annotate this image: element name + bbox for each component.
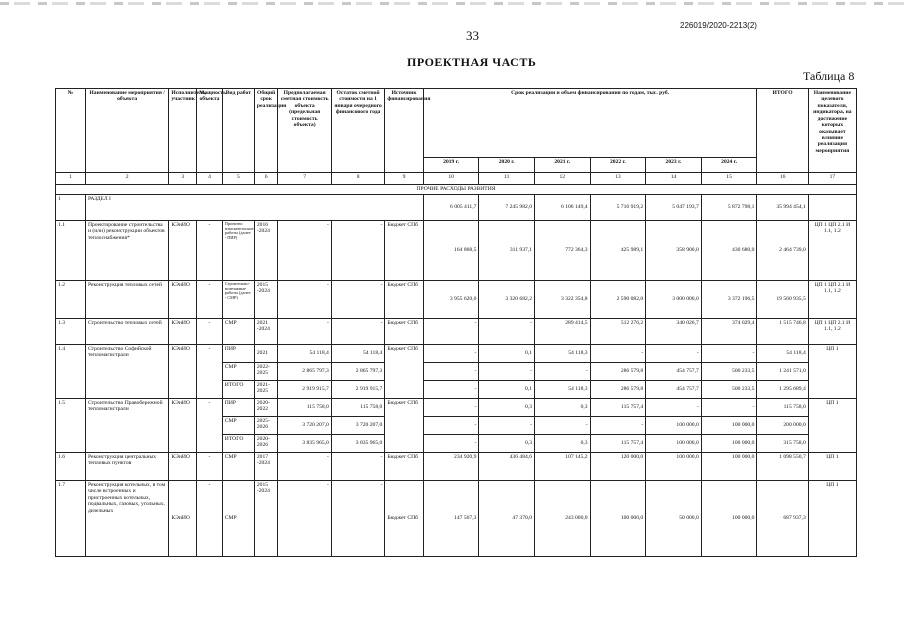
row-value: 286 579,8 [590, 381, 646, 399]
row-estimated: 3 720 207,0 [278, 417, 331, 435]
band-row [56, 185, 857, 195]
row-indicator: ЦП 1 [808, 481, 856, 557]
row-total: 200 000,0 [757, 417, 808, 435]
col-header-source: Источник финансирования [385, 89, 423, 173]
row-executor: КЭиИО [169, 221, 197, 281]
row-value: 512 276,2 [590, 319, 646, 345]
row-value: - [646, 399, 702, 417]
row-value: 0,3 [479, 399, 535, 417]
row-name: Проектирование строительства и (или) реконструкции объектов теплоснабжения* [85, 221, 168, 281]
row-source: Бюджет СПб [385, 221, 423, 281]
row-no: 1.2 [56, 281, 86, 319]
row-term: 2021-2025 [254, 381, 278, 399]
col-header-indicator: Наименование целевого показателя, индикатора, на достижение которых оказывает влияние реализация мероприятия [808, 89, 856, 173]
section-row [56, 195, 857, 221]
column-number: 16 [757, 173, 808, 185]
row-value: 164 868,5 [423, 221, 479, 281]
row-value: 0,3 [479, 435, 535, 453]
table-row [56, 345, 857, 363]
section-name: РАЗДЕЛ I [85, 195, 423, 221]
col-header-year: 2020 г. [479, 158, 535, 173]
row-indicator: ЦП 1 [808, 345, 856, 399]
row-estimated: - [278, 281, 331, 319]
row-total: 315 758,0 [757, 435, 808, 453]
col-header-no: № [56, 89, 86, 173]
row-estimated: - [278, 319, 331, 345]
row-value: - [479, 417, 535, 435]
row-value: 436 484,6 [479, 453, 535, 481]
col-header-remaining-cost: Остаток сметной стоимости на 1 января очередного финансового года [331, 89, 384, 173]
row-no: 1.1 [56, 221, 86, 281]
row-value: 100 000,0 [701, 435, 757, 453]
row-value: 500 233,5 [701, 363, 757, 381]
financing-table [55, 88, 857, 557]
row-total: 1 295 689,4 [757, 381, 808, 399]
row-estimated: - [278, 481, 331, 557]
col-header-year: 2019 г. [423, 158, 479, 173]
row-value: - [423, 319, 479, 345]
table-row [56, 453, 857, 481]
row-indicator: ЦП 1 ЦП 2.1 И 1.1, 1.2 [808, 221, 856, 281]
col-header-name: Наименование мероприятия / объекта [85, 89, 168, 173]
row-capacity: - [197, 399, 223, 453]
row-no: 1.5 [56, 399, 86, 453]
row-work-type: ПИР [222, 345, 254, 363]
row-term: 2020-2026 [254, 435, 278, 453]
column-number: 10 [423, 173, 479, 185]
row-value: - [701, 345, 757, 363]
section-value: 5 047 193,7 [646, 195, 702, 221]
scan-artifact-line [0, 2, 905, 5]
row-remaining: - [331, 453, 384, 481]
row-capacity: - [197, 281, 223, 319]
row-value: 100 000,0 [646, 435, 702, 453]
column-number: 12 [535, 173, 591, 185]
row-work-type: Проектно изыскательские работы (далее - ПИР) [222, 221, 254, 281]
column-number: 3 [169, 173, 197, 185]
row-value: - [590, 345, 646, 363]
col-header-executor: Исполнитель, участник [169, 89, 197, 173]
row-value: - [423, 363, 479, 381]
col-header-year: 2024 г. [701, 158, 757, 173]
row-total: 1 098 550,7 [757, 453, 808, 481]
column-number: 7 [278, 173, 331, 185]
row-value: 100 000,0 [646, 417, 702, 435]
row-value: 454 757,7 [646, 381, 702, 399]
column-number: 2 [85, 173, 168, 185]
row-value: 100 000,0 [701, 453, 757, 481]
row-no: 1.4 [56, 345, 86, 399]
row-value: - [535, 363, 591, 381]
column-number: 15 [701, 173, 757, 185]
row-total: 687 937,3 [757, 481, 808, 557]
row-work-type: СМР [222, 417, 254, 435]
row-value: - [701, 399, 757, 417]
row-capacity: - [197, 319, 223, 345]
row-source: Бюджет СПб [385, 453, 423, 481]
row-estimated: 2 865 797,3 [278, 363, 331, 381]
row-value: 54 118,3 [535, 345, 591, 363]
row-total: 115 758,0 [757, 399, 808, 417]
row-total: 1 515 746,8 [757, 319, 808, 345]
row-remaining: - [331, 319, 384, 345]
row-value: 115 757,4 [590, 399, 646, 417]
col-header-year: 2023 г. [646, 158, 702, 173]
col-header-period: Срок реализации и объем финансирования по годам, тыс. руб. [423, 89, 757, 158]
row-value: 147 567,3 [423, 481, 479, 557]
row-no: 1.3 [56, 319, 86, 345]
row-remaining: 115 758,0 [331, 399, 384, 417]
row-value: - [479, 319, 535, 345]
row-remaining: 54 118,4 [331, 345, 384, 363]
row-term: 2016 -2024 [254, 221, 278, 281]
section-value: 6 005 411,7 [423, 195, 479, 221]
column-numbers-row [56, 173, 857, 185]
row-source: Бюджет СПб [385, 481, 423, 557]
row-work-type: Строительно-монтажные работы (далее - СМР) [222, 281, 254, 319]
row-name: Строительство тепловых сетей [85, 319, 168, 345]
row-value: 3 000 000,0 [646, 281, 702, 319]
row-executor: КЭиИО [169, 481, 197, 557]
row-executor: КЭиИО [169, 399, 197, 453]
row-estimated: 54 118,4 [278, 345, 331, 363]
row-total: 2 464 739,0 [757, 221, 808, 281]
row-value: 115 757,4 [590, 435, 646, 453]
row-indicator: ЦП 1 ЦП 2.1 И 1.1, 1.2 [808, 319, 856, 345]
row-value: 430 680,0 [701, 221, 757, 281]
row-value: 100 000,0 [701, 481, 757, 557]
section-indicator [808, 195, 856, 221]
row-value: 3 320 682,2 [479, 281, 535, 319]
row-value: 54 118,3 [535, 381, 591, 399]
col-header-term: Общий срок реализации [254, 89, 278, 173]
row-value: 289 414,5 [535, 319, 591, 345]
column-number: 8 [331, 173, 384, 185]
row-indicator: ЦП 1 ЦП 2.1 И 1.1, 1.2 [808, 281, 856, 319]
row-value: - [479, 363, 535, 381]
row-no: 1.7 [56, 481, 86, 557]
row-value: - [590, 417, 646, 435]
table-row [56, 399, 857, 417]
row-value: 374 029,4 [701, 319, 757, 345]
row-value: 234 920,9 [423, 453, 479, 481]
table-row [56, 281, 857, 319]
row-estimated: 2 919 915,7 [278, 381, 331, 399]
row-value: 311 937,1 [479, 221, 535, 281]
column-number: 13 [590, 173, 646, 185]
row-value: - [423, 345, 479, 363]
col-header-year: 2022 г. [590, 158, 646, 173]
row-value: 0,3 [535, 435, 591, 453]
row-value: 3 955 620,0 [423, 281, 479, 319]
section-value: 5 716 919,2 [590, 195, 646, 221]
row-term: 2015 -2024 [254, 281, 278, 319]
row-total: 54 118,4 [757, 345, 808, 363]
row-name: Строительство Софийской тепломагистрали [85, 345, 168, 399]
row-value: 772 364,3 [535, 221, 591, 281]
row-value: 100 000,0 [701, 417, 757, 435]
row-term: 2021 [254, 345, 278, 363]
page-number: 33 [466, 28, 479, 43]
row-value: 2 590 082,0 [590, 281, 646, 319]
row-term: 2020-2022 [254, 399, 278, 417]
row-capacity: - [197, 453, 223, 481]
header-row [56, 89, 857, 158]
row-estimated: 3 835 965,0 [278, 435, 331, 453]
row-capacity: - [197, 221, 223, 281]
section-value: 5 872 798,1 [701, 195, 757, 221]
row-indicator: ЦП 1 [808, 399, 856, 453]
row-estimated: - [278, 221, 331, 281]
row-work-type: ИТОГО [222, 381, 254, 399]
row-remaining: 2 865 797,3 [331, 363, 384, 381]
column-number: 5 [222, 173, 254, 185]
column-number: 17 [808, 173, 856, 185]
row-name: Строительство Правобережной тепломагистрали [85, 399, 168, 453]
page-title: ПРОЕКТНАЯ ЧАСТЬ [407, 55, 537, 69]
row-term: 2017 -2024 [254, 453, 278, 481]
row-value: 0,1 [479, 381, 535, 399]
column-number: 14 [646, 173, 702, 185]
row-source: Бюджет СПб [385, 319, 423, 345]
row-estimated: - [278, 453, 331, 481]
row-value: - [423, 435, 479, 453]
row-value: 340 026,7 [646, 319, 702, 345]
row-value: 47 370,0 [479, 481, 535, 557]
band-title: ПРОЧИЕ РАСХОДЫ РАЗВИТИЯ [56, 185, 857, 195]
section-value: 6 106 149,4 [535, 195, 591, 221]
column-number: 6 [254, 173, 278, 185]
row-value: 50 000,0 [646, 481, 702, 557]
table-row [56, 481, 857, 557]
row-value: 500 233,5 [701, 381, 757, 399]
row-work-type: СМР [222, 453, 254, 481]
row-remaining: 3 835 965,0 [331, 435, 384, 453]
row-value: 0,3 [535, 399, 591, 417]
col-header-total: ИТОГО [757, 89, 808, 173]
table-row [56, 319, 857, 345]
row-term: 2025-2026 [254, 417, 278, 435]
section-value: 7 245 982,0 [479, 195, 535, 221]
row-remaining: - [331, 281, 384, 319]
row-remaining: 3 720 207,0 [331, 417, 384, 435]
row-source: Бюджет СПб [385, 345, 423, 399]
row-value: 286 579,8 [590, 363, 646, 381]
row-term: 2022-2025 [254, 363, 278, 381]
row-capacity: - [197, 345, 223, 399]
col-header-capacity: Мощность объекта [197, 89, 223, 173]
row-remaining: - [331, 481, 384, 557]
row-value: 3 322 354,8 [535, 281, 591, 319]
section-no: 1 [56, 195, 86, 221]
row-total: 19 560 935,5 [757, 281, 808, 319]
row-name: Реконструкция тепловых сетей [85, 281, 168, 319]
row-value: - [423, 381, 479, 399]
row-work-type: СМР [222, 363, 254, 381]
row-indicator: ЦП 1 [808, 453, 856, 481]
row-term: 2021 -2024 [254, 319, 278, 345]
row-value: 0,1 [479, 345, 535, 363]
row-name: Реконструкция котельных, в том числе встроенных и пристроенных котельных, подвальных, газовых, угольных, дизельных [85, 481, 168, 557]
row-value: - [535, 417, 591, 435]
row-value: 243 000,0 [535, 481, 591, 557]
column-number: 9 [385, 173, 423, 185]
col-header-work-type: Вид работ [222, 89, 254, 173]
row-value: 358 900,0 [646, 221, 702, 281]
row-remaining: 2 919 915,7 [331, 381, 384, 399]
row-value: 107 145,2 [535, 453, 591, 481]
row-executor: КЭиИО [169, 345, 197, 399]
row-no: 1.6 [56, 453, 86, 481]
row-executor: КЭиИО [169, 281, 197, 319]
row-work-type: ПИР [222, 399, 254, 417]
row-term: 2015 -2024 [254, 481, 278, 557]
row-work-type: СМР [222, 481, 254, 557]
document-code: 226019/2020-2213(2) [680, 21, 757, 30]
row-estimated: 115 758,0 [278, 399, 331, 417]
row-value: 100 000,0 [646, 453, 702, 481]
section-total: 35 994 454,1 [757, 195, 808, 221]
column-number: 1 [56, 173, 86, 185]
column-number: 4 [197, 173, 223, 185]
row-value: - [646, 345, 702, 363]
row-value: 100 000,0 [590, 481, 646, 557]
row-value: 425 989,1 [590, 221, 646, 281]
column-number: 11 [479, 173, 535, 185]
row-value: 3 372 196,5 [701, 281, 757, 319]
row-value: - [423, 399, 479, 417]
row-capacity: - [197, 481, 223, 557]
row-remaining: - [331, 221, 384, 281]
table-row [56, 221, 857, 281]
col-header-year: 2021 г. [535, 158, 591, 173]
row-total: 1 241 571,0 [757, 363, 808, 381]
row-work-type: ИТОГО [222, 435, 254, 453]
row-value: - [423, 417, 479, 435]
table-label: Таблица 8 [803, 69, 855, 83]
col-header-estimated-cost: Предполагаемая сметная стоимость объекта (предельная стоимость объекта) [278, 89, 331, 173]
row-value: 120 000,0 [590, 453, 646, 481]
row-work-type: СМР [222, 319, 254, 345]
row-source: Бюджет СПб [385, 281, 423, 319]
row-value: 454 757,7 [646, 363, 702, 381]
row-source: Бюджет СПб [385, 399, 423, 453]
row-executor: КЭиИО [169, 319, 197, 345]
row-name: Реконструкция центральных тепловых пунктов [85, 453, 168, 481]
row-executor: КЭиИО [169, 453, 197, 481]
